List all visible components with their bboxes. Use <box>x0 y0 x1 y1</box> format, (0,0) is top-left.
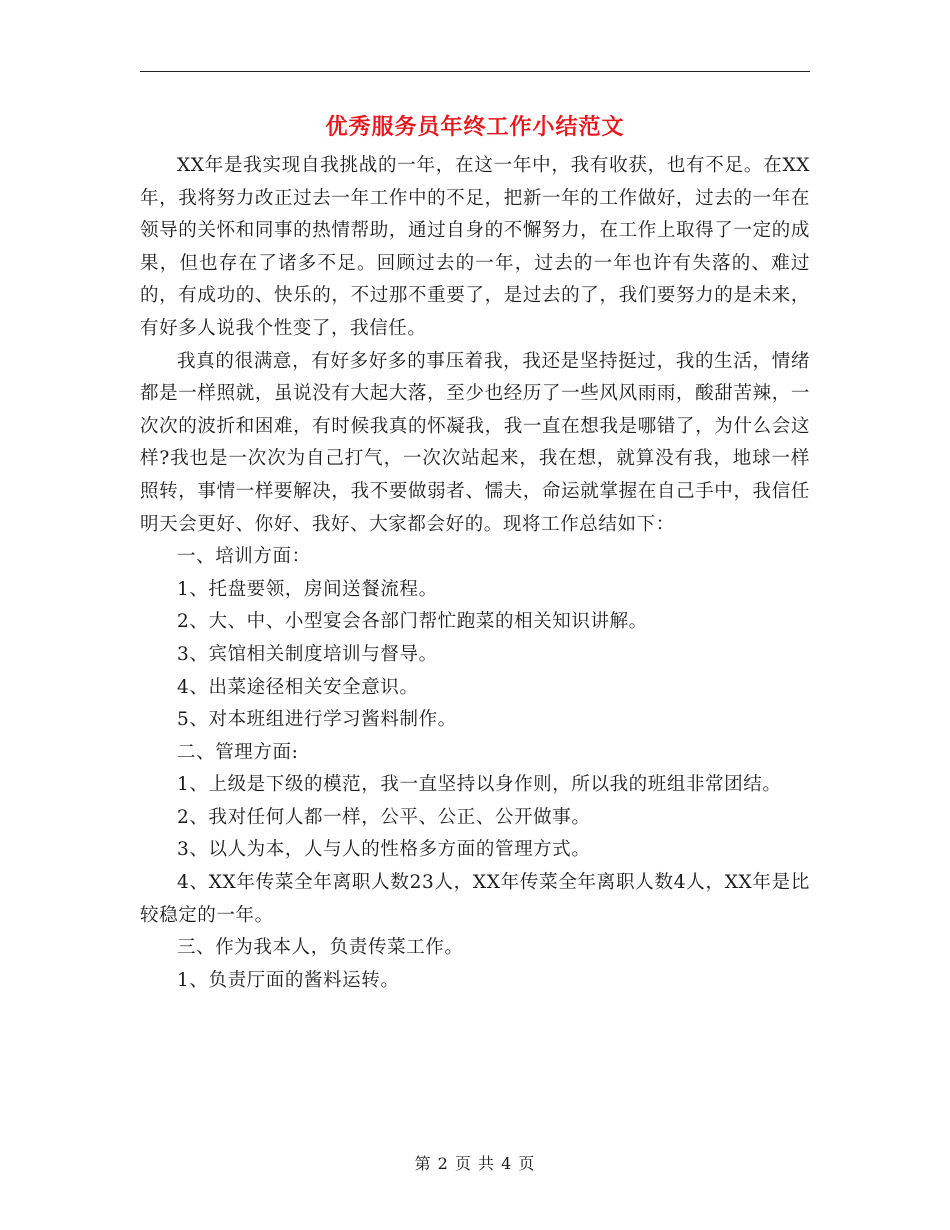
section-heading-training: 一、培训方面： <box>177 546 311 568</box>
list-item: 1、负责厅面的酱料运转。 <box>177 969 400 991</box>
list-item: 1、上级是下级的模范，我一直坚持以身作则，所以我的班组非常团结。 <box>177 774 782 796</box>
page-number-footer: 第 2 页 共 4 页 <box>414 1154 536 1173</box>
list-item: 3、以人为本，人与人的性格多方面的管理方式。 <box>177 839 591 861</box>
list-item: 5、对本班组进行学习酱料制作。 <box>177 709 457 731</box>
list-item: 4、XX年传菜全年离职人数23人，XX年传菜全年离职人数4人，XX年是比较稳定的一年。 <box>140 872 810 926</box>
list-item: 4、出菜途径相关安全意识。 <box>177 676 419 698</box>
header-rule <box>140 71 810 72</box>
list-item: 3、宾馆相关制度培训与督导。 <box>177 643 438 665</box>
list-item: 1、托盘要领，房间送餐流程。 <box>177 578 438 600</box>
body-paragraph-intro: XX年是我实现自我挑战的一年，在这一年中，我有收获，也有不足。在XX年，我将努力改正过去一年工作中的不足，把新一年的工作做好，过去的一年在领导的关怀和同事的热情帮助，通过自身的不懈努力，在工作上取得了一定的成果，但也存在了诸多不足。回顾过去的一年，过去的一年也许有失落的、难过的，有成功的、快乐的，不过那不重要了，是过去的了，我们要努力的是未来，有好多人说我个性变了，我信任。 <box>140 155 810 339</box>
section-heading-personal: 三、作为我本人，负责传菜工作。 <box>177 937 464 959</box>
document-title: 优秀服务员年终工作小结范文 <box>325 114 625 140</box>
list-item: 2、大、中、小型宴会各部门帮忙跑菜的相关知识讲解。 <box>177 611 648 633</box>
body-paragraph-reflection: 我真的很满意，有好多好多的事压着我，我还是坚持挺过，我的生活，情绪都是一样照就，虽说没有大起大落，至少也经历了一些风风雨雨，酸甜苦辣，一次次的波折和困难，有时候我真的怀凝我，我一直在想我是哪错了，为什么会这样?我也是一次次为自己打气，一次次站起来，我在想，就算没有我，地球一样照转，事情一样要解决，我不要做弱者、懦夫，命运就掌握在自己手中，我信任明天会更好、你好、我好、大家都会好的。现将工作总结如下： <box>140 350 810 535</box>
list-item: 2、我对任何人都一样，公平、公正、公开做事。 <box>177 806 591 828</box>
document-body <box>140 150 810 997</box>
section-heading-management: 二、管理方面: <box>177 741 299 763</box>
